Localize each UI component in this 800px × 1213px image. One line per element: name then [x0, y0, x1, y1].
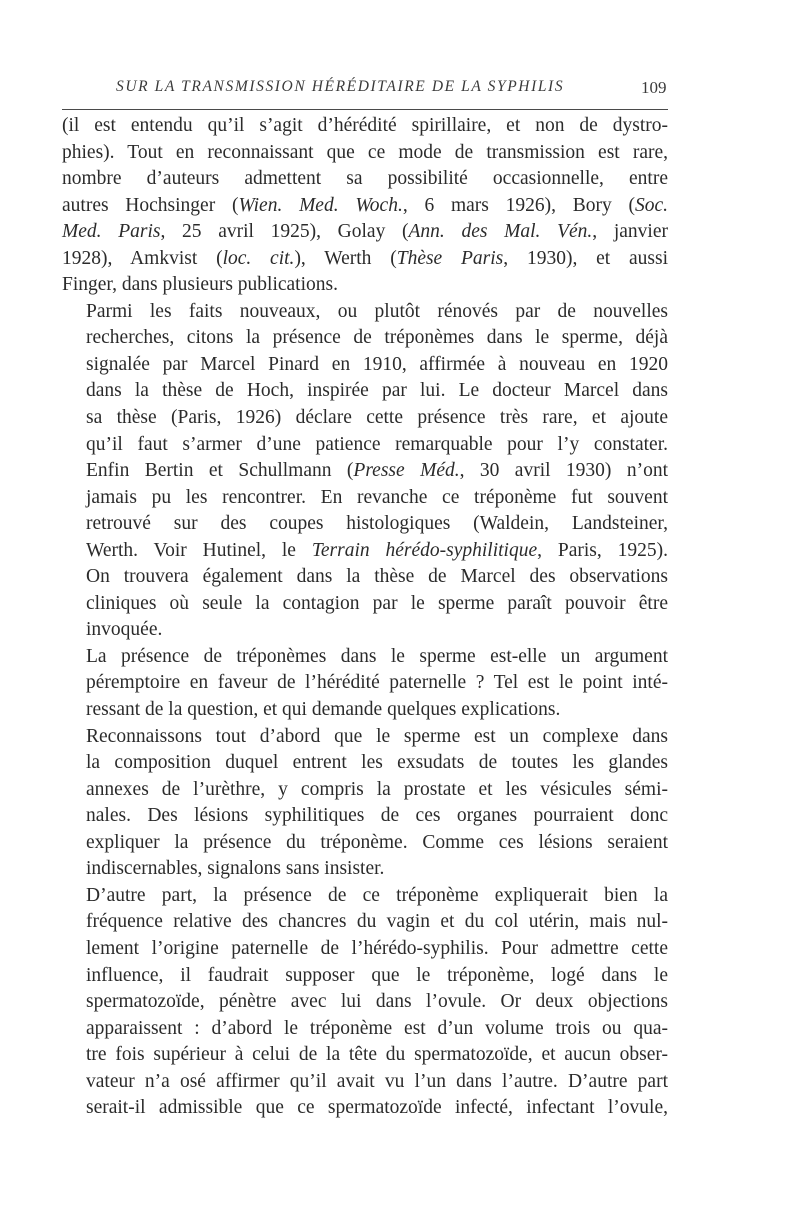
header-rule: [62, 109, 668, 110]
text-line: tre fois supérieur à celui de la tête du spermatozoïde, et aucun obser-: [86, 1044, 668, 1066]
body-text: [62, 113, 668, 1122]
text-line: Reconnaissons tout d’abord que le sperme est un complexe dans: [86, 725, 668, 747]
text-line: vateur n’a osé affirmer qu’il avait vu l’un dans l’autre. D’autre part: [86, 1070, 668, 1092]
text-line: serait-il admissible que ce spermatozoïde infecté, infectant l’ovule,: [86, 1097, 668, 1119]
text-line: La présence de tréponèmes dans le sperme est-elle un argument: [86, 645, 668, 667]
text-line: spermatozoïde, pénètre avec lui dans l’ovule. Or deux objections: [86, 991, 668, 1013]
text-line: jamais pu les rencontrer. En revanche ce tréponème fut souvent: [86, 486, 668, 508]
text-line: On trouvera également dans la thèse de Marcel des observations: [86, 566, 668, 588]
text-line: recherches, citons la présence de tréponèmes dans le sperme, déjà: [86, 327, 668, 349]
text-line: Med. Paris, 25 avril 1925), Golay (Ann. des Mal. Vén., janvier: [62, 221, 668, 243]
text-line: retrouvé sur des coupes histologiques (Waldein, Landsteiner,: [86, 513, 668, 535]
text-line: qu’il faut s’armer d’une patience remarquable pour l’y constater.: [86, 433, 668, 455]
paragraph: [62, 644, 668, 724]
text-line: la composition duquel entrent les exsudats de toutes les glandes: [86, 752, 668, 774]
page-number: 109: [641, 78, 667, 97]
text-line: signalée par Marcel Pinard en 1910, affirmée à nouveau en 1920: [86, 353, 668, 375]
text-line: influence, il faudrait supposer que le tréponème, logé dans le: [86, 964, 668, 986]
text-line: apparaissent : d’abord le tréponème est d’un volume trois ou qua-: [86, 1017, 668, 1039]
text-line: lement l’origine paternelle de l’hérédo-syphilis. Pour admettre cette: [86, 937, 668, 959]
text-line: indiscernables, signalons sans insister.: [86, 858, 385, 880]
paragraph: [62, 883, 668, 1122]
text-line: autres Hochsinger (Wien. Med. Woch., 6 mars 1926), Bory (Soc.: [62, 194, 668, 216]
text-line: Finger, dans plusieurs publications.: [62, 274, 338, 296]
running-title: SUR LA TRANSMISSION HÉRÉDITAIRE DE LA SYPHILIS: [116, 78, 565, 95]
paragraph: [62, 113, 668, 299]
text-line: fréquence relative des chancres du vagin et du col utérin, mais nul-: [86, 911, 668, 933]
text-line: cliniques où seule la contagion par le sperme paraît pouvoir être: [86, 592, 668, 614]
text-line: nombre d’auteurs admettent sa possibilité occasionnelle, entre: [62, 168, 668, 190]
text-line: (il est entendu qu’il s’agit d’hérédité spirillaire, et non de dystro-: [62, 115, 668, 136]
text-line: expliquer la présence du tréponème. Comme ces lésions seraient: [86, 831, 668, 853]
text-line: 1928), Amkvist (loc. cit.), Werth (Thèse Paris, 1930), et aussi: [62, 247, 668, 269]
text-line: Parmi les faits nouveaux, ou plutôt rénovés par de nouvelles: [86, 300, 668, 322]
text-line: invoquée.: [86, 619, 163, 641]
text-line: nales. Des lésions syphilitiques de ces organes pourraient donc: [86, 805, 668, 827]
text-line: Enfin Bertin et Schullmann (Presse Méd., 30 avril 1930) n’ont: [86, 460, 668, 482]
text-line: annexes de l’urèthre, y compris la prostate et les vésicules sémi-: [86, 778, 668, 800]
paragraph: [62, 724, 668, 883]
text-line: péremptoire en faveur de l’hérédité paternelle ? Tel est le point inté-: [86, 672, 668, 694]
text-line: sa thèse (Paris, 1926) déclare cette présence très rare, et ajoute: [86, 407, 668, 429]
text-line: dans la thèse de Hoch, inspirée par lui. Le docteur Marcel dans: [86, 380, 668, 402]
paragraph: [62, 299, 668, 644]
text-line: phies). Tout en reconnaissant que ce mode de transmission est rare,: [62, 141, 668, 163]
text-line: D’autre part, la présence de ce tréponème expliquerait bien la: [86, 884, 668, 906]
text-line: Werth. Voir Hutinel, le Terrain hérédo-syphilitique, Paris, 1925).: [86, 539, 668, 561]
text-line: ressant de la question, et qui demande quelques explications.: [86, 699, 561, 721]
